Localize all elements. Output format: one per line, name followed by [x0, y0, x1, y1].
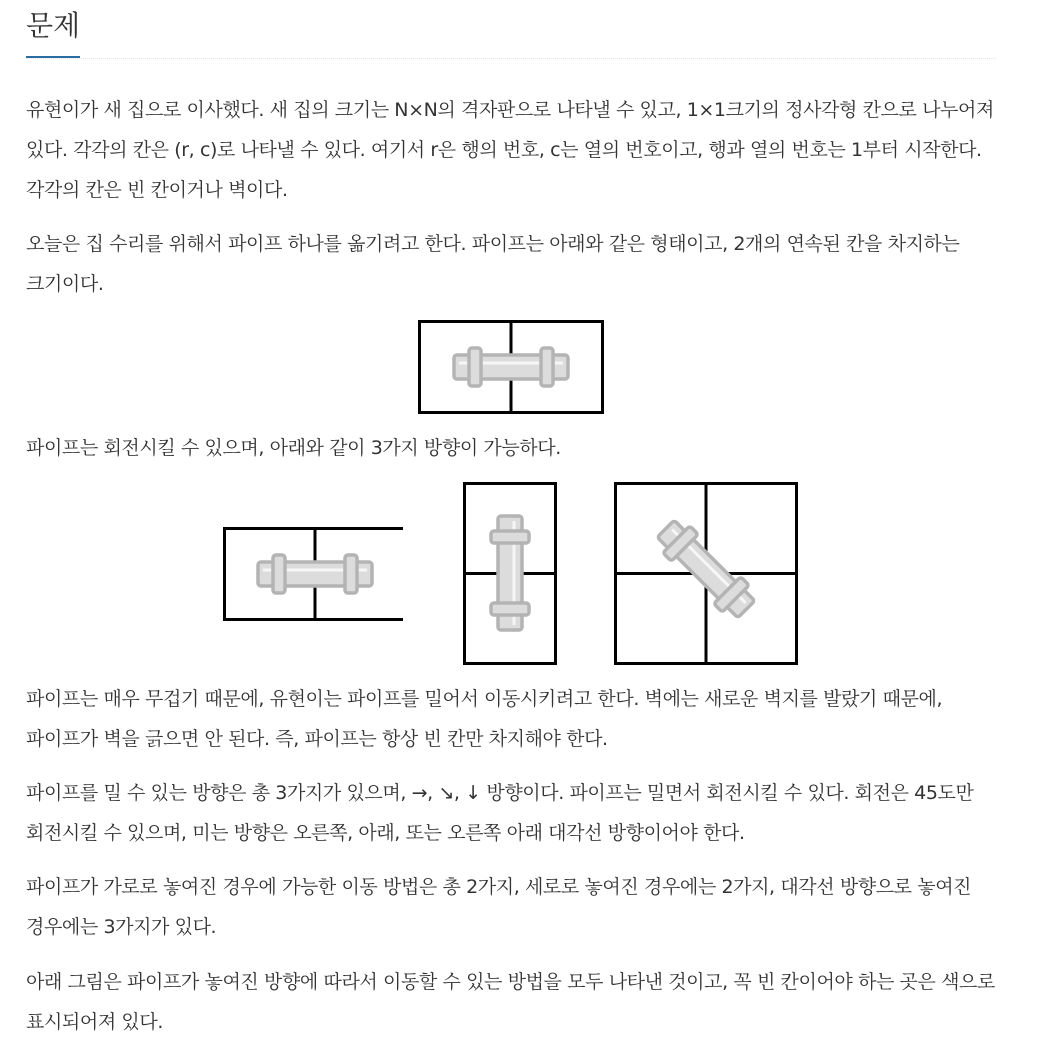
paragraph-1: 유현이가 새 집으로 이사했다. 새 집의 크기는 N×N의 격자판으로 나타낼 수 있고, 1×1크기의 정사각형 칸으로 나누어져 있다. 각각의 칸은 (r, c)로 나타낼 수 있다. 여기서 r은 행의 번호, c는 열의 번호이고, 행과 열의 번호는 1부터 시작한다. 각각의 칸은 빈 칸이거나 벽이다.	[26, 99, 994, 201]
pipe-vertical-icon	[491, 516, 529, 630]
section-header	[26, 0, 996, 59]
paragraph-2: 오늘은 집 수리를 위해서 파이프 하나를 옮기려고 한다. 파이프는 아래와 같은 형태이고, 2개의 연속된 칸을 차지하는 크기이다.	[26, 233, 960, 295]
paragraph-4: 파이프는 매우 무겁기 때문에, 유현이는 파이프를 밀어서 이동시키려고 한다. 벽에는 새로운 벽지를 발랐기 때문에, 파이프가 벽을 긁으면 안 된다. 즉, 파이프는 항상 빈 칸만 차지해야 한다.	[26, 688, 943, 750]
pipe-orientation-horizontal-figure	[223, 482, 403, 622]
pipe-shape-figure	[418, 320, 604, 414]
section-title: 문제	[26, 6, 80, 58]
paragraph-7: 아래 그림은 파이프가 놓여진 방향에 따라서 이동할 수 있는 방법을 모두 나타낸 것이고, 꼭 빈 칸이어야 하는 곳은 색으로 표시되어져 있다.	[26, 971, 995, 1033]
pipe-horizontal-icon	[454, 348, 568, 386]
paragraph-5: 파이프를 밀 수 있는 방향은 총 3가지가 있으며, →, ↘, ↓ 방향이다. 파이프는 밀면서 회전시킬 수 있다. 회전은 45도만 회전시킬 수 있으며, 미는 방향은 오른쪽, 아래, 또는 오른쪽 아래 대각선 방향이어야 한다.	[26, 782, 974, 844]
pipe-orientation-vertical-figure	[463, 482, 559, 666]
pipe-orientation-diagonal-figure	[614, 482, 800, 666]
problem-section	[26, 0, 996, 1033]
pipe-horizontal-icon	[258, 555, 372, 593]
paragraph-6: 파이프가 가로로 놓여진 경우에 가능한 이동 방법은 총 2가지, 세로로 놓여진 경우에는 2가지, 대각선 방향으로 놓여진 경우에는 3가지가 있다.	[26, 876, 972, 938]
paragraph-3: 파이프는 회전시킬 수 있으며, 아래와 같이 3가지 방향이 가능하다.	[26, 437, 561, 459]
